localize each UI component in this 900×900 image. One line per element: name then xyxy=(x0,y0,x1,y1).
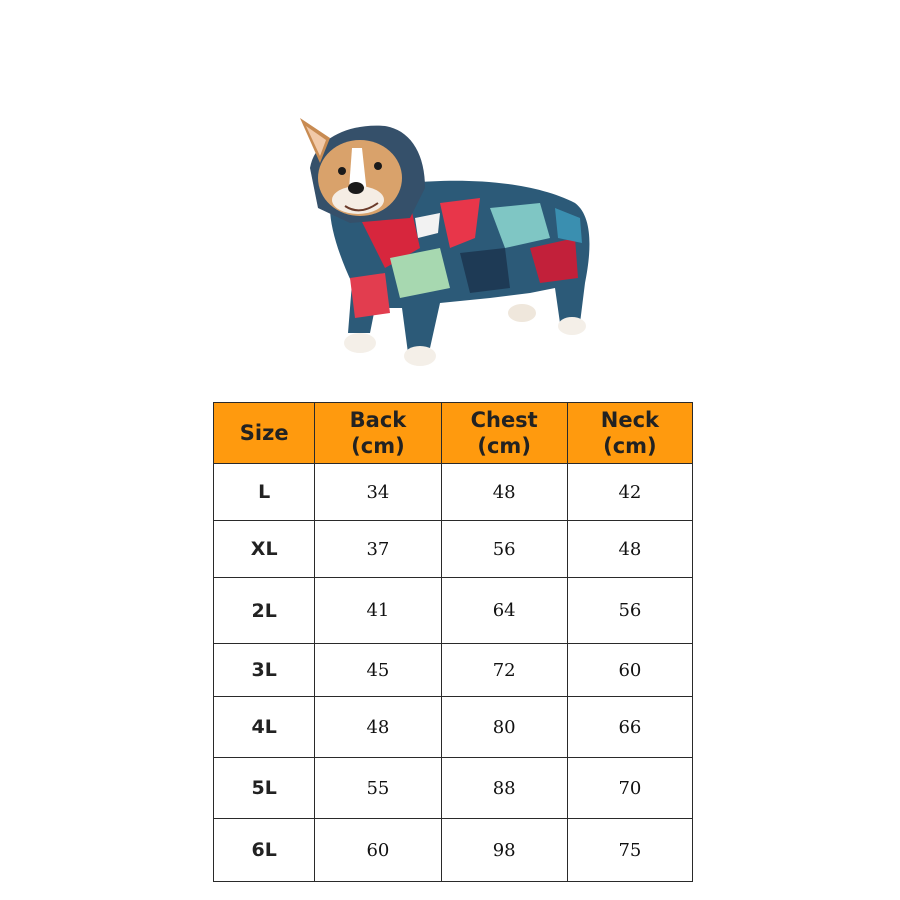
back-cell: 41 xyxy=(315,578,441,644)
size-cell: 2L xyxy=(214,578,315,644)
chest-cell: 72 xyxy=(441,644,567,697)
neck-cell: 48 xyxy=(567,521,692,578)
chest-cell: 64 xyxy=(441,578,567,644)
chest-cell: 56 xyxy=(441,521,567,578)
neck-cell: 66 xyxy=(567,697,692,758)
header-chest: Chest (cm) xyxy=(441,403,567,464)
chest-cell: 88 xyxy=(441,758,567,819)
size-cell: 4L xyxy=(214,697,315,758)
size-cell: 6L xyxy=(214,819,315,882)
neck-cell: 75 xyxy=(567,819,692,882)
header-back: Back (cm) xyxy=(315,403,441,464)
table-row xyxy=(214,697,693,758)
neck-cell: 60 xyxy=(567,644,692,697)
neck-cell: 42 xyxy=(567,464,692,521)
table-row xyxy=(214,819,693,882)
chest-cell: 80 xyxy=(441,697,567,758)
chest-cell: 48 xyxy=(441,464,567,521)
chest-cell: 98 xyxy=(441,819,567,882)
back-cell: 55 xyxy=(315,758,441,819)
header-neck: Neck (cm) xyxy=(567,403,692,464)
size-chart-table xyxy=(213,402,693,882)
size-cell: 3L xyxy=(214,644,315,697)
table-row xyxy=(214,521,693,578)
neck-cell: 70 xyxy=(567,758,692,819)
table-row xyxy=(214,464,693,521)
corgi-raincoat-illustration xyxy=(290,108,610,373)
back-cell: 60 xyxy=(315,819,441,882)
size-cell: XL xyxy=(214,521,315,578)
back-cell: 37 xyxy=(315,521,441,578)
back-cell: 48 xyxy=(315,697,441,758)
size-cell: 5L xyxy=(214,758,315,819)
table-row xyxy=(214,644,693,697)
table-header-row xyxy=(214,403,693,464)
neck-cell: 56 xyxy=(567,578,692,644)
size-cell: L xyxy=(214,464,315,521)
back-cell: 45 xyxy=(315,644,441,697)
table-row xyxy=(214,758,693,819)
header-size: Size xyxy=(214,403,315,464)
table-row xyxy=(214,578,693,644)
back-cell: 34 xyxy=(315,464,441,521)
product-photo-dog-raincoat xyxy=(290,108,610,373)
